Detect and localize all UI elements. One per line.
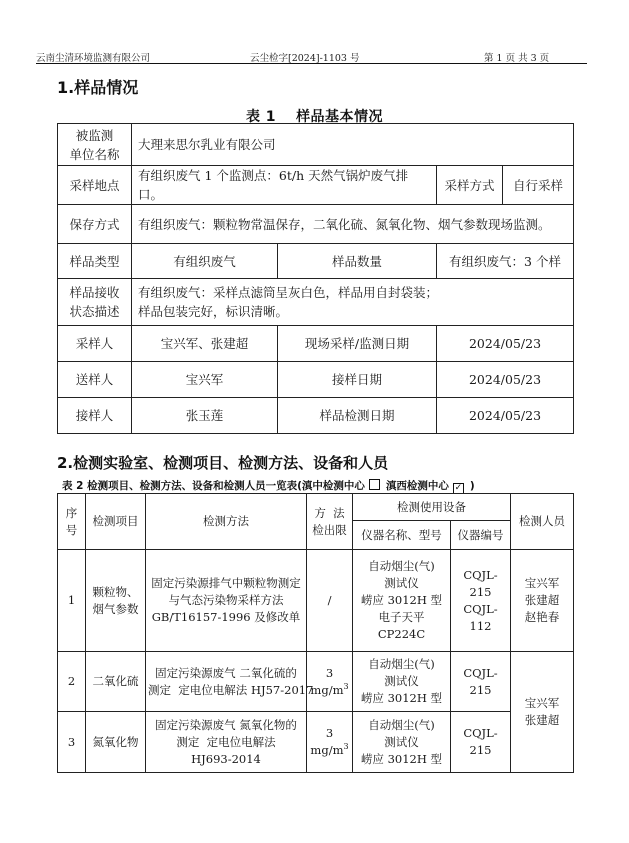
- row-equipment: 自动烟尘(气) 测试仪 崂应 3012H 型: [353, 652, 451, 712]
- sample-info-table: [57, 123, 574, 434]
- sender-value: 宝兴军: [132, 362, 278, 398]
- table-row: [58, 326, 574, 362]
- row-seq: 3: [58, 712, 86, 773]
- table-row: [58, 362, 574, 398]
- header-seq: 序 号: [58, 494, 86, 550]
- row-method: 固定污染源废气 氮氧化物的 测定 定电位电解法 HJ693-2014: [146, 712, 307, 773]
- row-limit: /: [307, 550, 353, 652]
- row-equip-no: CQJL-215: [451, 712, 511, 773]
- header-divider: [36, 63, 587, 64]
- header-equip-no: 仪器编号: [451, 521, 511, 550]
- table-row: [58, 205, 574, 244]
- method-label: 采样方式: [437, 166, 503, 205]
- receive-date-label: 接样日期: [278, 362, 437, 398]
- row-limit: 3 $mg/m^3$: [307, 652, 353, 712]
- table-row: [58, 712, 574, 773]
- section2-title: 2.检测实验室、检测项目、检测方法、设备和人员: [57, 454, 389, 472]
- test-date-label: 样品检测日期: [278, 398, 437, 434]
- method-value: 自行采样: [503, 166, 574, 205]
- table-row: [58, 244, 574, 279]
- receipt-value: 有组织废气：采样点滤筒呈灰白色，样品用自封袋装； 样品包装完好，标识清晰。: [132, 279, 574, 326]
- receiver-value: 张玉莲: [132, 398, 278, 434]
- row-seq: 1: [58, 550, 86, 652]
- row-item: 二氧化硫: [86, 652, 146, 712]
- qty-value: 有组织废气：3 个样: [437, 244, 574, 279]
- site-value: 有组织废气 1 个监测点：6t/h 天然气锅炉废气排口。: [132, 166, 437, 205]
- sampler-label: 采样人: [58, 326, 132, 362]
- sample-date-value: 2024/05/23: [437, 326, 574, 362]
- storage-value: 有组织废气：颗粒物常温保存，二氧化硫、氮氧化物、烟气参数现场监测。: [132, 205, 574, 244]
- page-indicator: 第 1 页 共 3 页: [484, 53, 550, 64]
- check-icon: ✓: [454, 483, 463, 493]
- row-method: 固定污染源废气 二氧化硫的 测定 定电位电解法 HJ57-2017: [146, 652, 307, 712]
- row-staff-shared: 宝兴军 张建超: [511, 652, 574, 773]
- table1-caption-number: 表 1: [245, 109, 277, 125]
- storage-label: 保存方式: [58, 205, 132, 244]
- unit-value: 大理来思尔乳业有限公司: [132, 124, 574, 166]
- row-method: 固定污染源排气中颗粒物测定 与气态污染物采样方法 GB/T16157-1996 及修改单: [146, 550, 307, 652]
- checkbox-central-center: [369, 479, 380, 490]
- table-row: [58, 166, 574, 205]
- table-row: [58, 124, 574, 166]
- sample-date-label: 现场采样/监测日期: [278, 326, 437, 362]
- type-label: 样品类型: [58, 244, 132, 279]
- receiver-label: 接样人: [58, 398, 132, 434]
- methods-table: [57, 493, 574, 773]
- table2-caption: [62, 478, 475, 494]
- header-limit: 方 法 检出限: [307, 494, 353, 550]
- type-value: 有组织废气: [132, 244, 278, 279]
- row-item: 颗粒物、 烟气参数: [86, 550, 146, 652]
- header-equipment: 检测使用设备: [353, 494, 511, 521]
- row-equip-no: CQJL-215: [451, 652, 511, 712]
- report-number: 云尘检字[2024]-1103 号: [250, 53, 360, 64]
- company-name: 云南尘清环境监测有限公司: [36, 53, 151, 64]
- table1-caption-title: 样品基本情况: [296, 109, 384, 125]
- row-equipment: 自动烟尘(气) 测试仪 崂应 3012H 型: [353, 712, 451, 773]
- sender-label: 送样人: [58, 362, 132, 398]
- section1-title: 1.样品情况: [57, 78, 139, 97]
- table-header-row: [58, 494, 574, 521]
- sampler-value: 宝兴军、张建超: [132, 326, 278, 362]
- header-staff: 检测人员: [511, 494, 574, 550]
- site-label: 采样地点: [58, 166, 132, 205]
- receive-date-value: 2024/05/23: [437, 362, 574, 398]
- header-equip-name: 仪器名称、型号: [353, 521, 451, 550]
- table2-caption-center2: 滇西检测中心: [385, 480, 449, 492]
- header-method: 检测方法: [146, 494, 307, 550]
- row-seq: 2: [58, 652, 86, 712]
- table-row: [58, 652, 574, 712]
- row-item: 氮氧化物: [86, 712, 146, 773]
- table2-caption-main: 表 2 检测项目、检测方法、设备和检测人员一览表(滇中检测中心: [62, 480, 365, 492]
- unit-label: 被监测 单位名称: [58, 124, 132, 166]
- table2-caption-end: ): [469, 480, 475, 492]
- row-equipment: 自动烟尘(气) 测试仪 崂应 3012H 型 电子天平 CP224C: [353, 550, 451, 652]
- qty-label: 样品数量: [278, 244, 437, 279]
- table-row: [58, 398, 574, 434]
- test-date-value: 2024/05/23: [437, 398, 574, 434]
- table-row: [58, 279, 574, 326]
- header-item: 检测项目: [86, 494, 146, 550]
- table-row: [58, 550, 574, 652]
- receipt-label: 样品接收 状态描述: [58, 279, 132, 326]
- row-limit: 3 $mg/m^3$: [307, 712, 353, 773]
- row-equip-no: CQJL-215 CQJL-112: [451, 550, 511, 652]
- row-staff: 宝兴军 张建超 赵艳春: [511, 550, 574, 652]
